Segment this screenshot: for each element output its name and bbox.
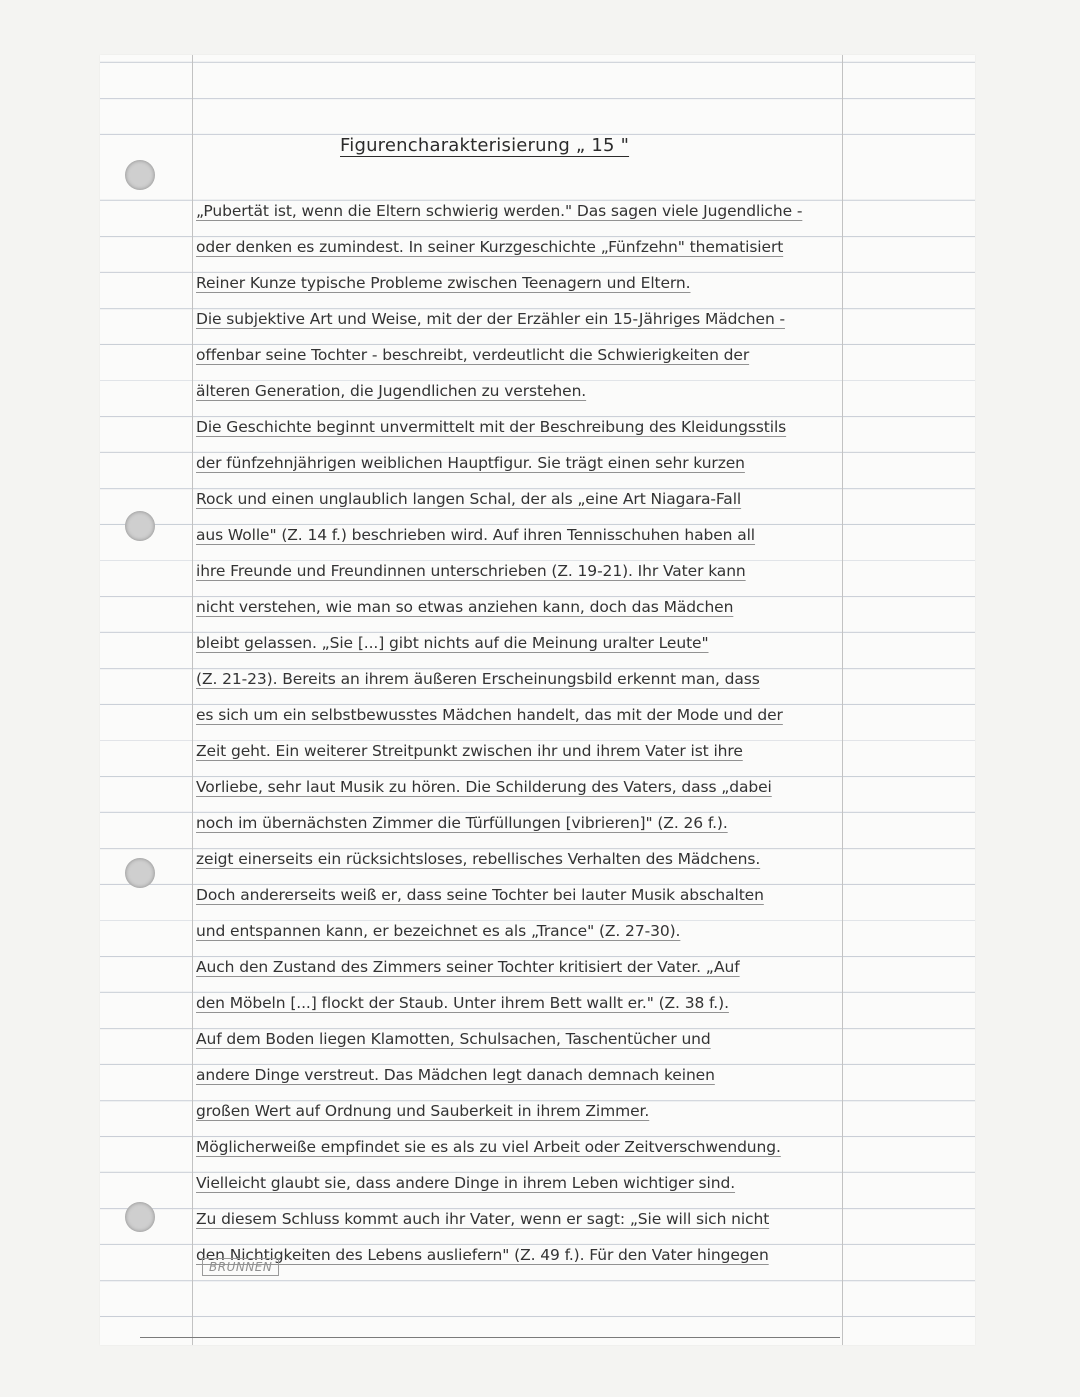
brand-stamp: BRUNNEN	[202, 1258, 279, 1276]
text-line: bleibt gelassen. „Sie [...] gibt nichts auf die Meinung uralter Leute"	[196, 634, 709, 652]
text-line: großen Wert auf Ordnung und Sauberkeit in ihrem Zimmer.	[196, 1102, 650, 1120]
text-line: aus Wolle" (Z. 14 f.) beschrieben wird. Auf ihren Tennisschuhen haben all	[196, 526, 756, 544]
text-line: andere Dinge verstreut. Das Mädchen legt danach demnach keinen	[196, 1066, 715, 1084]
punch-hole	[125, 511, 155, 541]
text-line: und entspannen kann, er bezeichnet es als „Trance" (Z. 27-30).	[196, 922, 681, 940]
text-line: es sich um ein selbstbewusstes Mädchen handelt, das mit der Mode und der	[196, 706, 783, 724]
text-line: oder denken es zumindest. In seiner Kurzgeschichte „Fünfzehn" thematisiert	[196, 238, 784, 256]
text-line: Die Geschichte beginnt unvermittelt mit der Beschreibung des Kleidungsstils	[196, 418, 787, 436]
bottom-rule	[140, 1337, 840, 1338]
text-line: Möglicherweiße empfindet sie es als zu viel Arbeit oder Zeitverschwendung.	[196, 1138, 781, 1156]
text-line: Zeit geht. Ein weiterer Streitpunkt zwischen ihr und ihrem Vater ist ihre	[196, 742, 743, 760]
text-line: Reiner Kunze typische Probleme zwischen Teenagern und Eltern.	[196, 274, 691, 292]
punch-hole	[125, 858, 155, 888]
text-line: der fünfzehnjährigen weiblichen Hauptfigur. Sie trägt einen sehr kurzen	[196, 454, 745, 472]
text-line: noch im übernächsten Zimmer die Türfüllungen [vibrieren]" (Z. 26 f.).	[196, 814, 728, 832]
text-line: (Z. 21-23). Bereits an ihrem äußeren Erscheinungsbild erkennt man, dass	[196, 670, 760, 688]
text-line: älteren Generation, die Jugendlichen zu verstehen.	[196, 382, 587, 400]
text-line: zeigt einerseits ein rücksichtsloses, rebellisches Verhalten des Mädchens.	[196, 850, 761, 868]
text-line: Rock und einen unglaublich langen Schal, der als „eine Art Niagara-Fall	[196, 490, 742, 508]
text-line: offenbar seine Tochter - beschreibt, verdeutlicht die Schwierigkeiten der	[196, 346, 750, 364]
text-line: den Möbeln [...] flockt der Staub. Unter ihrem Bett wallt er." (Z. 38 f.).	[196, 994, 729, 1012]
text-line: Auch den Zustand des Zimmers seiner Tochter kritisiert der Vater. „Auf	[196, 958, 740, 976]
page-title: Figurencharakterisierung „ 15 "	[340, 135, 630, 156]
text-line: Doch andererseits weiß er, dass seine Tochter bei lauter Musik abschalten	[196, 886, 764, 904]
notebook-page	[100, 55, 975, 1345]
text-line: Zu diesem Schluss kommt auch ihr Vater, wenn er sagt: „Sie will sich nicht	[196, 1210, 770, 1228]
left-margin-line	[192, 55, 193, 1345]
text-line: „Pubertät ist, wenn die Eltern schwierig werden." Das sagen viele Jugendliche -	[196, 202, 803, 220]
punch-hole	[125, 1202, 155, 1232]
text-line: Auf dem Boden liegen Klamotten, Schulsachen, Taschentücher und	[196, 1030, 711, 1048]
text-line: Vielleicht glaubt sie, dass andere Dinge in ihrem Leben wichtiger sind.	[196, 1174, 736, 1192]
text-line: den Nichtigkeiten des Lebens ausliefern" (Z. 49 f.). Für den Vater hingegen	[196, 1246, 769, 1264]
punch-hole	[125, 160, 155, 190]
text-line: Die subjektive Art und Weise, mit der der Erzähler ein 15-Jähriges Mädchen -	[196, 310, 785, 328]
text-line: nicht verstehen, wie man so etwas anziehen kann, doch das Mädchen	[196, 598, 734, 616]
text-line: Vorliebe, sehr laut Musik zu hören. Die Schilderung des Vaters, dass „dabei	[196, 778, 772, 796]
handwritten-text	[196, 193, 856, 1273]
text-line: ihre Freunde und Freundinnen unterschrieben (Z. 19-21). Ihr Vater kann	[196, 562, 746, 580]
